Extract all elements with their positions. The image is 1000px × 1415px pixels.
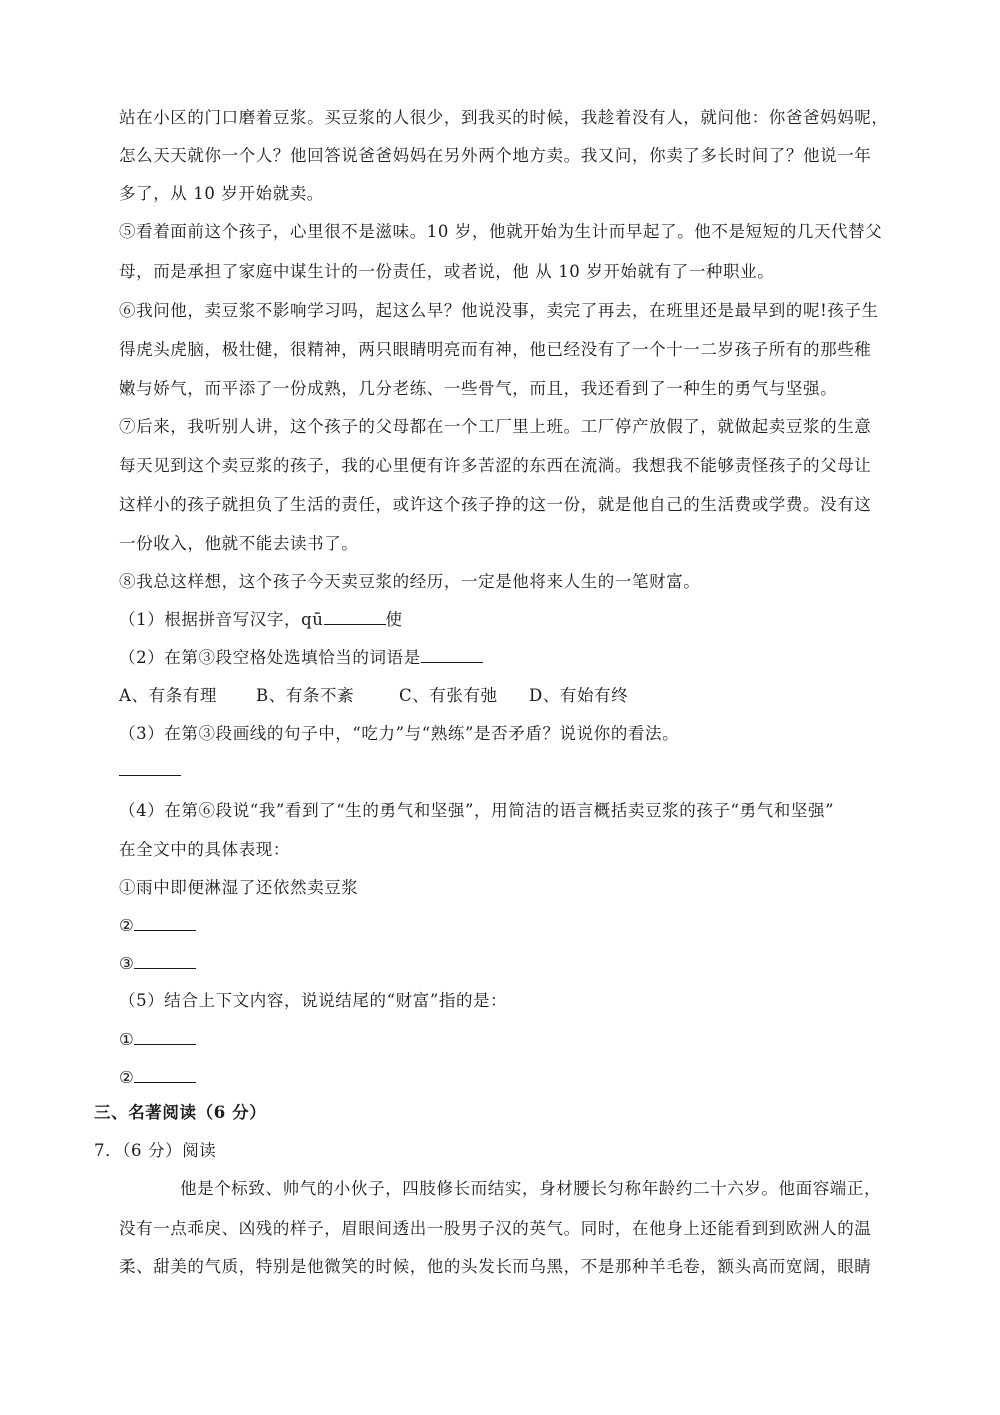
- question-4-item-3: [119, 953, 196, 975]
- passage-line: 一份收入，他就不能去读书了。: [119, 534, 359, 553]
- answer-blank-q3[interactable]: [119, 775, 181, 776]
- question-5-item-1: [119, 1029, 196, 1051]
- section-heading: 三、名著阅读（6 分）: [94, 1103, 267, 1122]
- passage-line: 站在小区的门口磨着豆浆。买豆浆的人很少，到我买的时候，我趁着没有人，就问他：你爸爸妈妈呢，: [119, 108, 889, 127]
- passage-paragraph-5: ⑤看着面前这个孩子，心里很不是滋味。10 岁，他就开始为生计而早起了。他不是短短的几天代替父: [119, 222, 883, 241]
- question-4-item-2: [119, 915, 196, 937]
- passage-paragraph-6: ⑥我问他，卖豆浆不影响学习吗，起这么早？他说没事，卖完了再去，在班里还是最早到的呢!孩子生: [119, 301, 879, 320]
- question-4-continued: 在全文中的具体表现：: [119, 840, 290, 859]
- answer-blank-q5-2[interactable]: [134, 1068, 196, 1083]
- item-marker: ②: [119, 1068, 135, 1087]
- reading-paragraph-line: 没有一点乖戾、凶残的样子，眉眼间透出一股男子汉的英气。同时，在他身上还能看到到欧洲人的温: [119, 1219, 872, 1238]
- question-2-options: [119, 685, 628, 707]
- passage-line: 母，而是承担了家庭中谋生计的一份责任，或者说，他 从 10 岁开始就有了一种职业。: [119, 262, 775, 281]
- question-1-suffix: 使: [385, 610, 403, 629]
- passage-line: 嫩与娇气，而平添了一份成熟，几分老练、一些骨气，而且，我还看到了一种生的勇气与坚强。: [119, 379, 838, 398]
- option-a[interactable]: A、有条有理: [119, 686, 218, 705]
- answer-blank-q1[interactable]: [324, 610, 386, 625]
- question-2: [119, 647, 483, 669]
- passage-line: 怎么天天就你一个人？他回答说爸爸妈妈在另外两个地方卖。我又问，你卖了多长时间了？他说一年: [119, 146, 872, 165]
- question-7-label: 7．（6 分）阅读: [94, 1141, 217, 1160]
- question-2-text: （2）在第③段空格处选填恰当的词语是: [119, 648, 421, 667]
- item-marker: ①: [119, 1030, 135, 1049]
- option-d[interactable]: D、有始有终: [529, 686, 629, 705]
- answer-blank-q4-3[interactable]: [134, 954, 196, 969]
- question-3: （3）在第③段画线的句子中，“吃力”与“熟练”是否矛盾？说说你的看法。: [119, 724, 680, 743]
- passage-line: 这样小的孩子就担负了生活的责任，或许这个孩子挣的这一份，就是他自己的生活费或学费。没有这: [119, 495, 872, 514]
- passage-line: 得虎头虎脑，极壮健，很精神，两只眼睛明亮而有神，他已经没有了一个十一二岁孩子所有的那些稚: [119, 340, 872, 359]
- question-5-item-2: [119, 1067, 196, 1089]
- passage-line: 多了，从 10 岁开始就卖。: [119, 184, 324, 203]
- question-4: （4）在第⑥段说“我”看到了“生的勇气和坚强”，用简洁的语言概括卖豆浆的孩子“勇气和坚强”: [119, 801, 835, 820]
- option-b[interactable]: B、有条不紊: [256, 686, 355, 705]
- option-c[interactable]: C、有张有弛: [399, 686, 498, 705]
- question-4-item-1: ①雨中即便淋湿了还依然卖豆浆: [119, 878, 359, 897]
- answer-blank-q5-1[interactable]: [134, 1030, 196, 1045]
- passage-paragraph-8: ⑧我总这样想，这个孩子今天卖豆浆的经历，一定是他将来人生的一笔财富。: [119, 572, 701, 591]
- item-marker: ②: [119, 916, 135, 935]
- reading-paragraph-line: 他是个标致、帅气的小伙子，四肢修长而结实，身材腰长匀称年龄约二十六岁。他面容端正，: [180, 1179, 882, 1198]
- question-1: [119, 609, 403, 631]
- reading-paragraph-line: 柔、甜美的气质，特别是他微笑的时候，他的头发长而乌黑，不是那种羊毛卷，额头高而宽阔，眼睛: [119, 1257, 872, 1276]
- answer-blank-q2[interactable]: [421, 648, 483, 663]
- item-marker: ③: [119, 954, 135, 973]
- question-5: （5）结合上下文内容，说说结尾的“财富”指的是：: [119, 991, 508, 1010]
- passage-paragraph-7: ⑦后来，我听别人讲，这个孩子的父母都在一个工厂里上班。工厂停产放假了，就做起卖豆浆的生意: [119, 417, 872, 436]
- answer-blank-q4-2[interactable]: [134, 916, 196, 931]
- passage-line: 每天见到这个卖豆浆的孩子，我的心里便有许多苦涩的东西在流淌。我想我不能够责怪孩子的父母让: [119, 456, 872, 475]
- question-1-text: （1）根据拼音写汉字，qū: [119, 610, 324, 629]
